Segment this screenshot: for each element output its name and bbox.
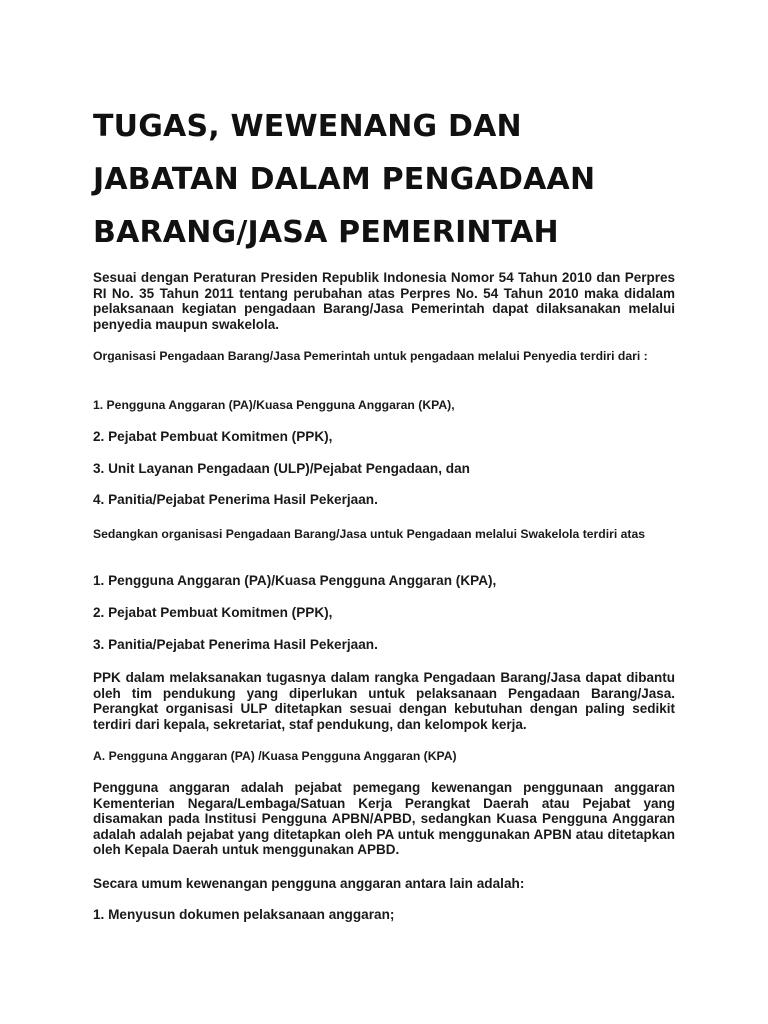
- ppk-paragraph: PPK dalam melaksanakan tugasnya dalam rangka Pengadaan Barang/Jasa dapat dibantu oleh tim pendukung yang diperlukan untuk pelaksanaan Pengadaan Barang/Jasa. Perangkat organisasi ULP ditetapkan sesuai dengan kebutuhan dengan paling sedikit terdiri dari kepala, sekretariat, staf pendukung, dan kelompok kerja.: [93, 670, 675, 732]
- section-a-paragraph: Pengguna anggaran adalah pejabat pemegang kewenangan penggunaan anggaran Kementerian Negara/Lembaga/Satuan Kerja Perangkat Daerah atau Pejabat yang disamakan pada Institusi Pengguna APBN/APBD, sedangkan Kuasa Pengguna Anggaran adalah adalah pejabat yang ditetapkan oleh PA untuk menggunakan APBN atau ditetapkan oleh Kepala Daerah untuk menggunakan APBD.: [93, 780, 675, 857]
- org-swakelola-intro: Sedangkan organisasi Pengadaan Barang/Jasa untuk Pengadaan melalui Swakelola terdiri atas: [93, 527, 646, 541]
- list-item: 2. Pejabat Pembuat Komitmen (PPK),: [93, 429, 333, 444]
- title-line: BARANG/JASA PEMERINTAH: [93, 215, 559, 250]
- section-a-heading: A. Pengguna Anggaran (PA) /Kuasa Pengguna Anggaran (KPA): [93, 749, 457, 763]
- org-penyedia-intro: Organisasi Pengadaan Barang/Jasa Pemerintah untuk pengadaan melalui Penyedia terdiri dari :: [93, 349, 648, 363]
- list-item: 3. Unit Layanan Pengadaan (ULP)/Pejabat Pengadaan, dan: [93, 461, 470, 476]
- list-item: 1. Menyusun dokumen pelaksanaan anggaran;: [93, 907, 395, 922]
- title-line: JABATAN DALAM PENGADAAN: [93, 162, 596, 197]
- title-line: TUGAS, WEWENANG DAN: [93, 109, 522, 144]
- list-item: 1. Pengguna Anggaran (PA)/Kuasa Pengguna Anggaran (KPA),: [93, 573, 497, 588]
- list-item: 4. Panitia/Pejabat Penerima Hasil Pekerjaan.: [93, 492, 378, 507]
- document-title: [93, 100, 595, 259]
- list-item: 2. Pejabat Pembuat Komitmen (PPK),: [93, 605, 333, 620]
- list-item: 1. Pengguna Anggaran (PA)/Kuasa Pengguna Anggaran (KPA),: [93, 398, 455, 412]
- list-item: 3. Panitia/Pejabat Penerima Hasil Pekerjaan.: [93, 637, 378, 652]
- intro-paragraph: Sesuai dengan Peraturan Presiden Republik Indonesia Nomor 54 Tahun 2010 dan Perpres RI No. 35 Tahun 2011 tentang perubahan atas Perpres No. 54 Tahun 2010 maka didalam pelaksanaan kegiatan pengadaan Barang/Jasa Pemerintah dapat dilaksanakan melalui penyedia maupun swakelola.: [93, 270, 675, 332]
- kewenangan-intro: Secara umum kewenangan pengguna anggaran antara lain adalah:: [93, 876, 525, 891]
